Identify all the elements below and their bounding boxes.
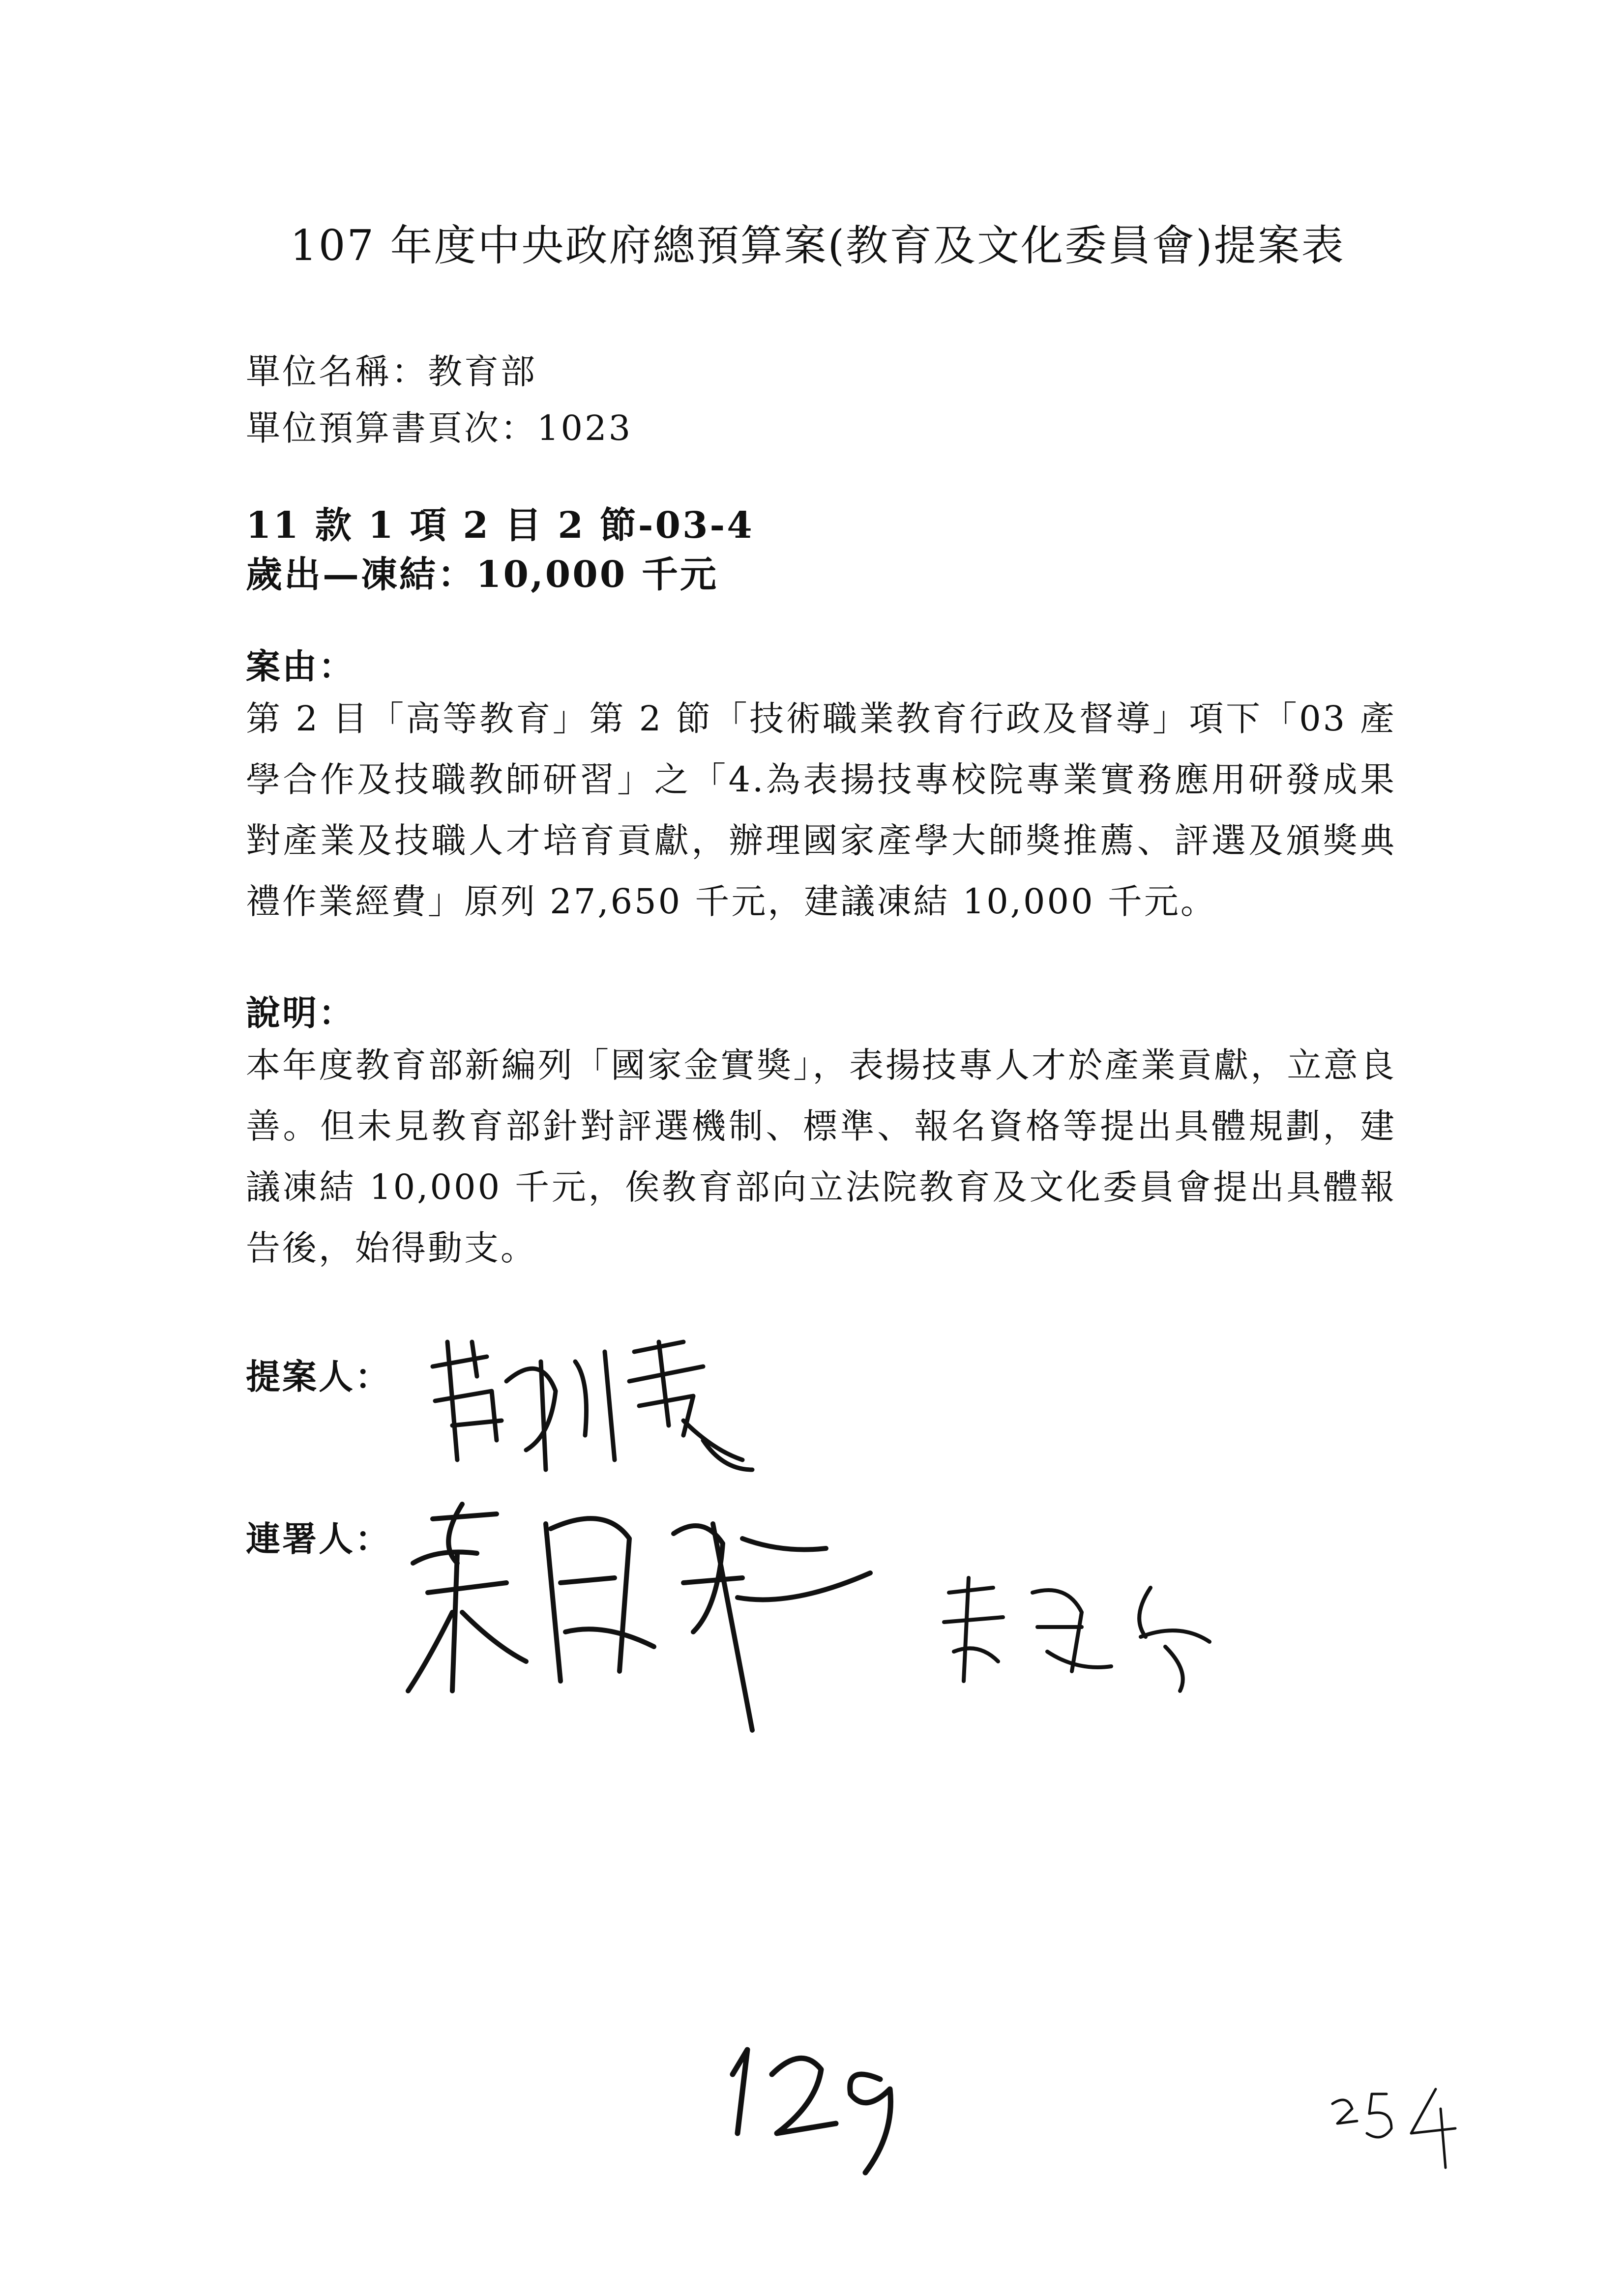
unit-name-label: 單位名稱： <box>246 351 428 392</box>
budget-page-row <box>246 401 632 450</box>
proposer-signature <box>428 1322 772 1484</box>
explanation-heading: 說明： <box>246 992 355 1033</box>
unit-name-row <box>246 344 537 394</box>
proposer-label: 提案人： <box>246 1356 391 1397</box>
reason-heading: 案由： <box>246 646 355 687</box>
handwritten-page-number <box>718 2035 924 2182</box>
budget-page-label: 單位預算書頁次： <box>246 408 537 448</box>
cosigner-signature-1 <box>398 1484 939 1760</box>
reason-text: 第 2 目「高等教育」第 2 節「技術職業教育行政及督導」項下「03 產學合作及技職教師研習」之「4.為表揚技專校院專業實務應用研發成果對產業及技職人才培育貢獻，辦理國家產學大師獎推薦、評選及頒獎典禮作業經費」原列 27,650 千元，建議凍結 10,000 千元。 <box>246 698 1396 922</box>
cosigner-signature-2 <box>934 1573 1239 1701</box>
item-code: 11 款 1 項 2 目 2 節-03-4 <box>246 504 754 547</box>
unit-name-value: 教育部 <box>428 351 537 392</box>
handwritten-corner-mark <box>1323 2079 1470 2178</box>
budget-page-value: 1023 <box>537 408 633 448</box>
document-title: 107 年度中央政府總預算案(教育及文化委員會)提案表 <box>290 221 1345 270</box>
freeze-label: 歲出—凍結： <box>246 553 476 596</box>
freeze-amount: 10,000 千元 <box>476 553 718 596</box>
freeze-row <box>246 546 718 598</box>
explanation-text: 本年度教育部新編列「國家金實獎」，表揚技專人才於產業貢獻，立意良善。但未見教育部針對評選機制、標準、報名資格等提出具體規劃，建議凍結 10,000 千元，俟教育部向立法院教育及文化委員會提出具體報告後，始得動支。 <box>246 1045 1396 1268</box>
cosigner-label: 連署人： <box>246 1518 391 1559</box>
